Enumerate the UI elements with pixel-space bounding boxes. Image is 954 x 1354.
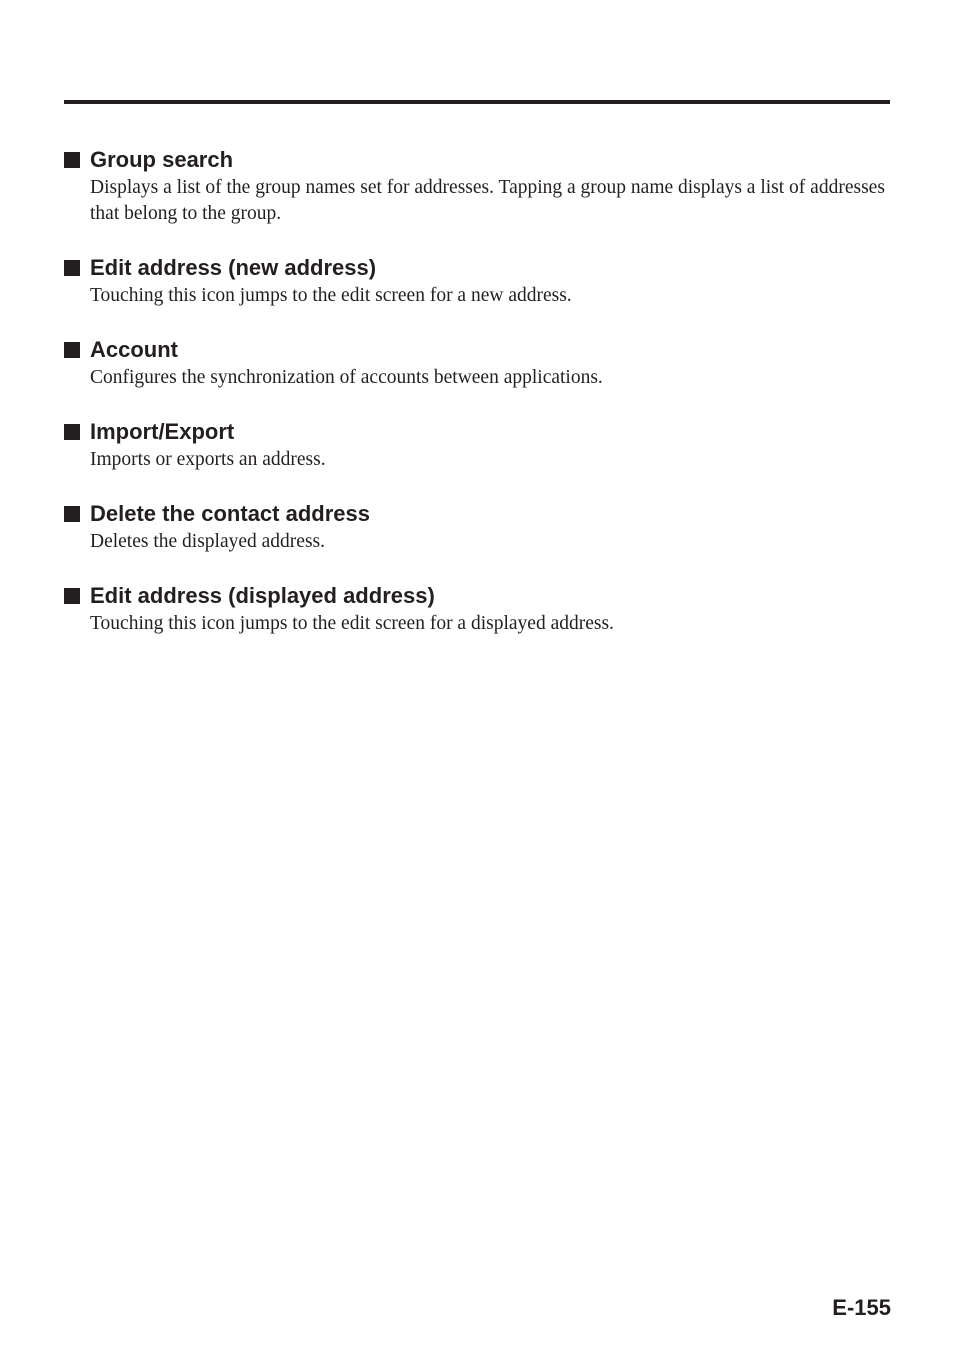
section-title: Account	[90, 337, 178, 362]
section-heading	[64, 253, 890, 283]
section-heading	[64, 499, 890, 529]
section-edit-address-new	[64, 253, 890, 309]
section-title: Edit address (displayed address)	[90, 583, 435, 608]
section-group-search	[64, 145, 890, 227]
section-description: Deletes the displayed address.	[90, 531, 326, 552]
top-rule	[64, 100, 890, 104]
square-bullet-icon	[64, 260, 80, 276]
section-title: Import/Export	[90, 419, 235, 444]
section-heading	[64, 145, 890, 175]
section-heading	[64, 335, 890, 365]
square-bullet-icon	[64, 342, 80, 358]
page-number: E-155	[832, 1295, 891, 1320]
section-description: Touching this icon jumps to the edit screen for a displayed address.	[90, 613, 614, 634]
section-description: Touching this icon jumps to the edit screen for a new address.	[90, 285, 572, 306]
section-description: Displays a list of the group names set for addresses. Tapping a group name displays a list of addresses that belong to the group.	[90, 177, 885, 224]
square-bullet-icon	[64, 424, 80, 440]
section-heading	[64, 417, 890, 447]
section-title: Edit address (new address)	[90, 255, 377, 280]
sections-list	[64, 145, 890, 663]
section-import-export	[64, 417, 890, 473]
section-description: Configures the synchronization of accounts between applications.	[90, 367, 603, 388]
section-title: Group search	[90, 147, 234, 172]
square-bullet-icon	[64, 506, 80, 522]
section-title: Delete the contact address	[90, 501, 370, 526]
section-heading	[64, 581, 890, 611]
section-account	[64, 335, 890, 391]
square-bullet-icon	[64, 152, 80, 168]
section-delete-contact	[64, 499, 890, 555]
section-description: Imports or exports an address.	[90, 449, 326, 470]
square-bullet-icon	[64, 588, 80, 604]
section-edit-address-displayed	[64, 581, 890, 637]
